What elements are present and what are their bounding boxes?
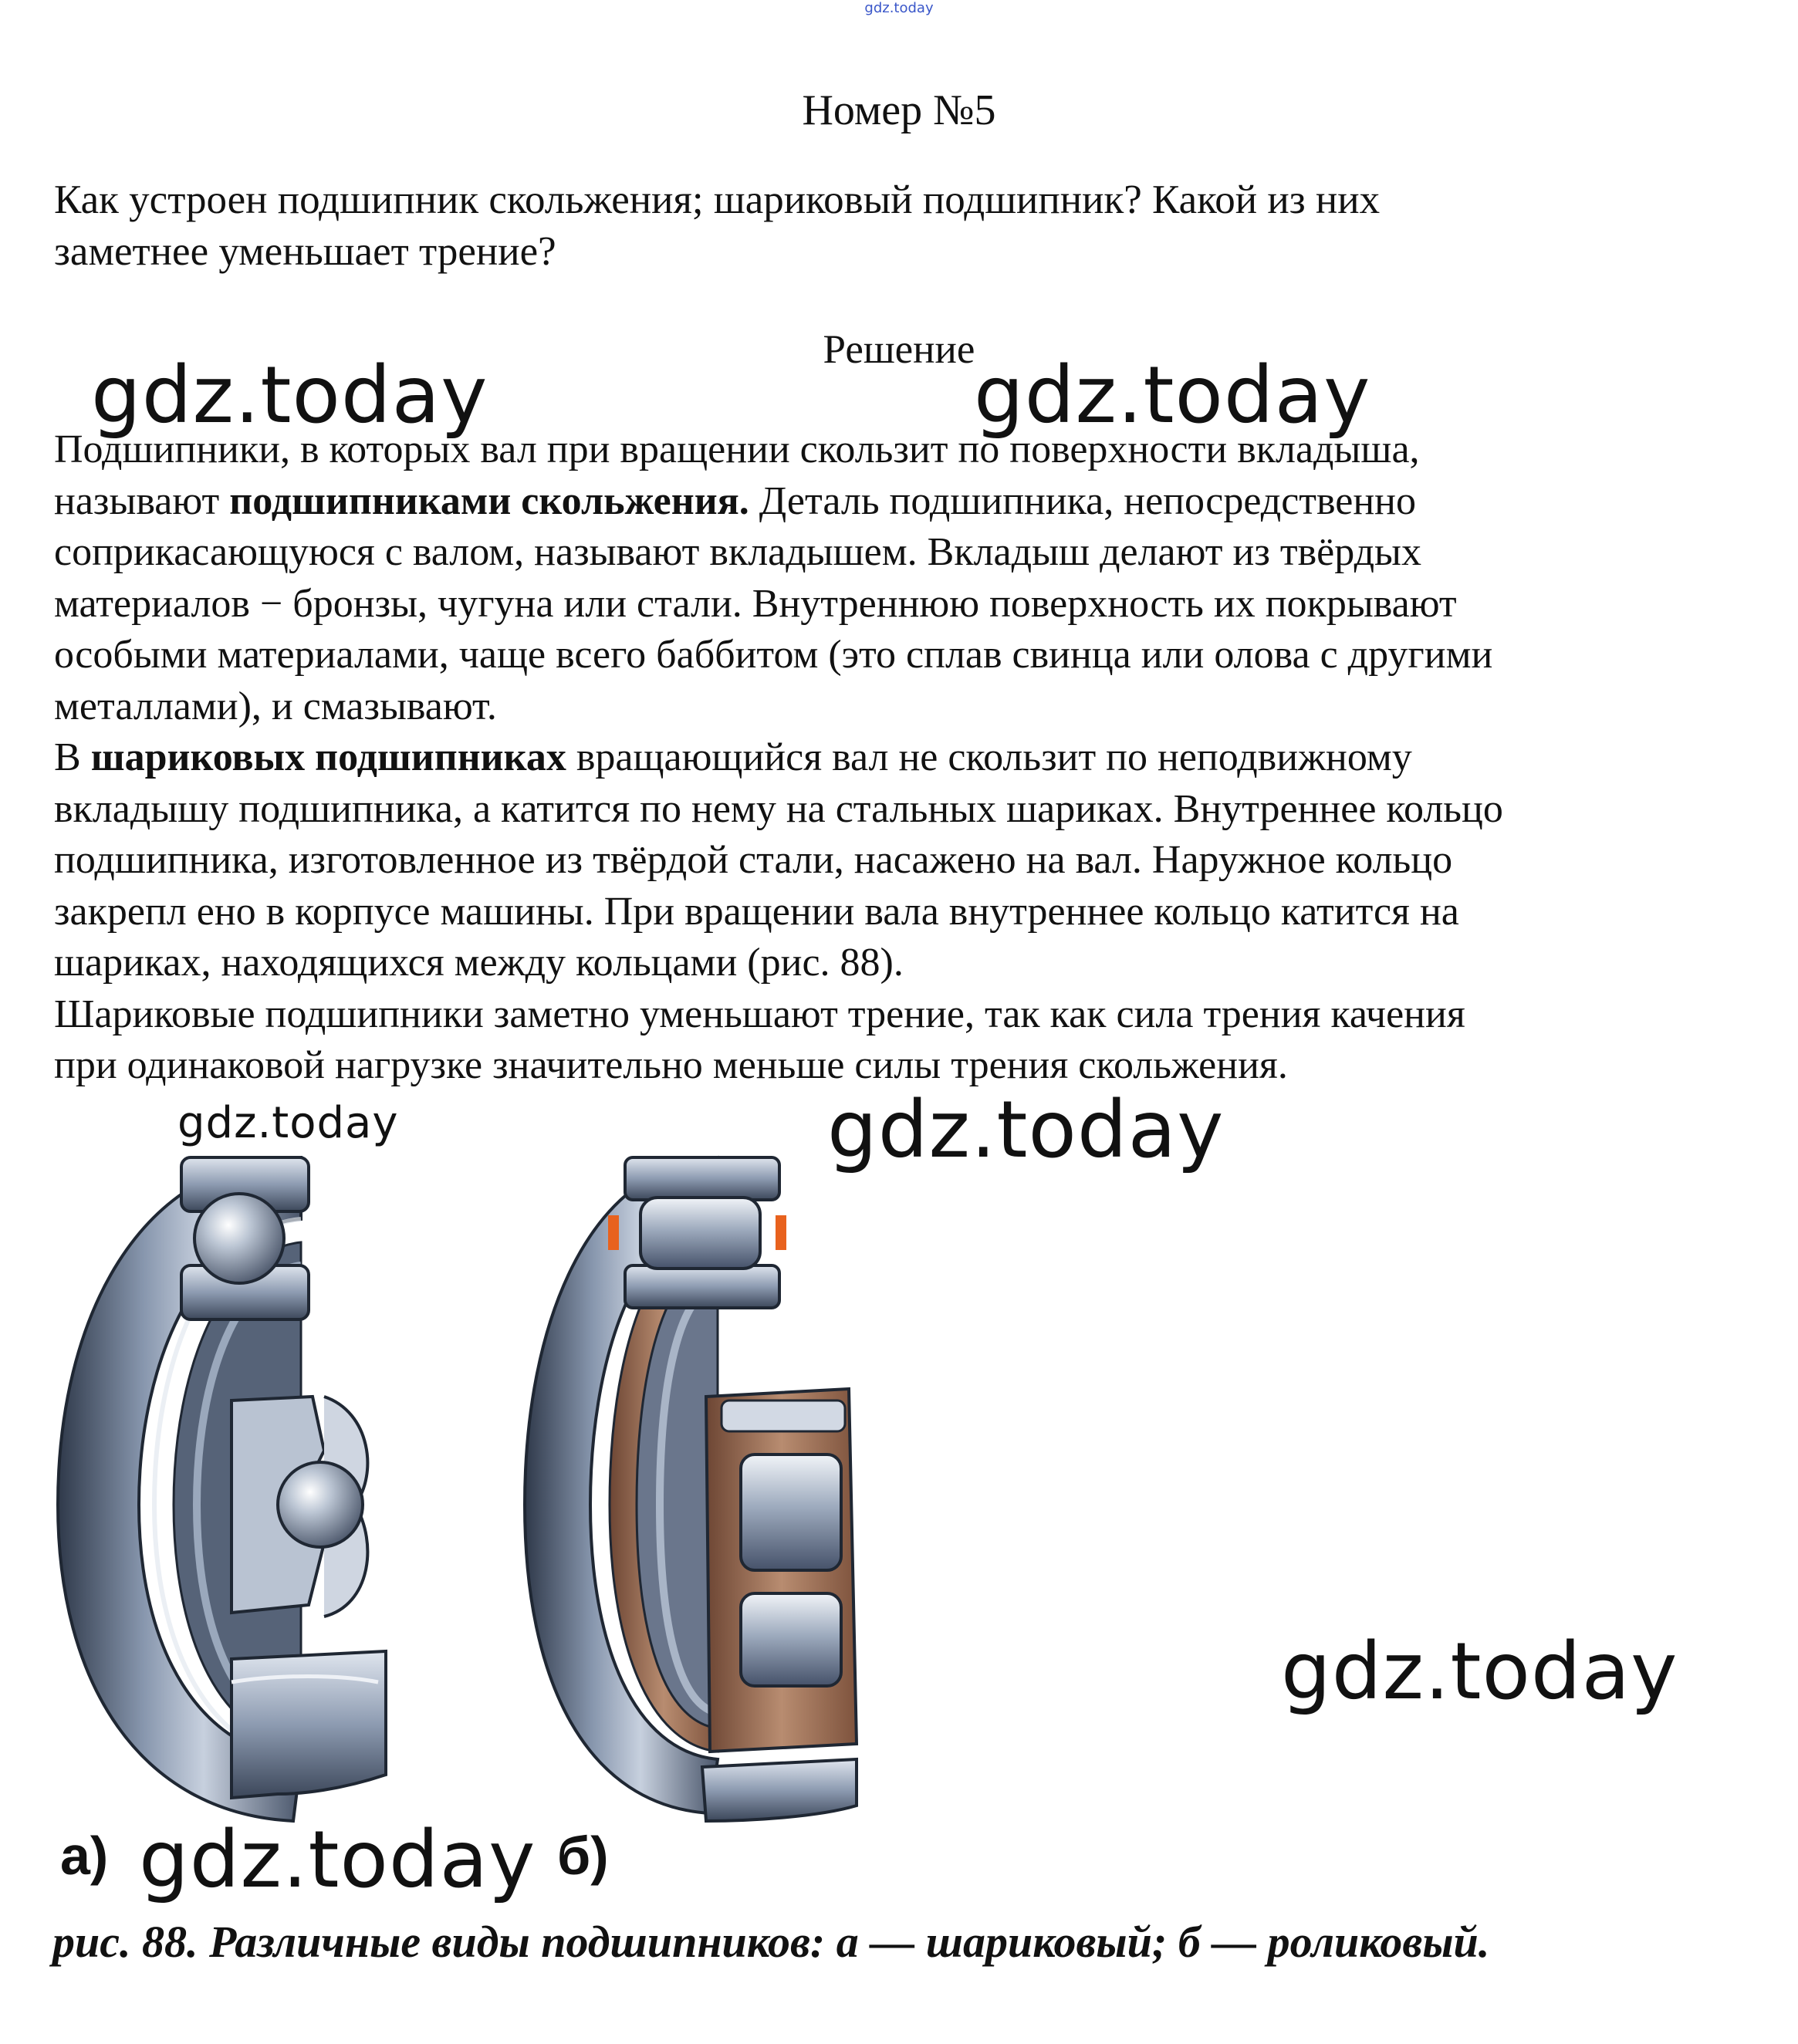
text-segment: В bbox=[54, 735, 91, 779]
steel-ball bbox=[194, 1194, 284, 1283]
watermark: gdz.today bbox=[974, 350, 1371, 441]
text-line: особыми материалами, чаще всего баббитом (это сплав свинца или олова с другими bbox=[54, 633, 1493, 677]
text-line: соприкасающуюся с валом, называют вкладышем. Вкладыш делают из твёрдых bbox=[54, 530, 1421, 574]
outer-ring-section bbox=[232, 1651, 386, 1798]
steel-roller bbox=[640, 1198, 760, 1269]
text-line: закрепл ено в корпусе машины. При вращении вала внутреннее кольцо катится на bbox=[54, 889, 1459, 934]
bearings-figure bbox=[46, 1142, 926, 1836]
paragraph-ball-bearing bbox=[54, 732, 1767, 989]
outer-ring-section bbox=[702, 1759, 857, 1821]
question-line: Как устроен подшипник скольжения; шариковый подшипник? Какой из них bbox=[54, 177, 1381, 222]
figure-label-b: б) bbox=[557, 1826, 609, 1886]
text-line: Шариковые подшипники заметно уменьшают трение, так как сила трения качения bbox=[54, 992, 1465, 1036]
text-segment: вращающийся вал не скользит по неподвижному bbox=[566, 735, 1412, 779]
text-line bbox=[54, 732, 1767, 784]
text-line bbox=[54, 476, 1767, 528]
outer-ring-section bbox=[625, 1157, 779, 1200]
watermark: gdz.today bbox=[1281, 1626, 1678, 1718]
text-line: шариках, находящихся между кольцами (рис. 88). bbox=[54, 941, 904, 985]
paragraph-conclusion bbox=[54, 989, 1767, 1092]
figure-caption: рис. 88. Различные виды подшипников: а — шариковый; б — роликовый. bbox=[52, 1917, 1490, 1967]
question-text bbox=[54, 174, 1736, 278]
term-ball-bearings: шариковых подшипниках bbox=[90, 735, 566, 779]
watermark-small-top: gdz.today bbox=[864, 0, 934, 16]
term-sliding-bearings: подшипниками скольжения. bbox=[229, 478, 749, 523]
solution-body bbox=[54, 424, 1767, 1092]
steel-ball bbox=[278, 1462, 363, 1547]
text-line: металлами), и смазывают. bbox=[54, 684, 497, 728]
solution-title: Решение bbox=[823, 327, 975, 372]
inner-ring-section bbox=[625, 1265, 779, 1308]
figure-label-a: а) bbox=[60, 1826, 109, 1886]
roller-bearing-drawing bbox=[525, 1157, 857, 1821]
steel-roller bbox=[741, 1593, 841, 1686]
text-line: материалов − бронзы, чугуна или стали. Внутреннюю поверхность их покрывают bbox=[54, 581, 1457, 626]
orange-seal bbox=[776, 1215, 786, 1250]
paragraph-sliding-bearing bbox=[54, 424, 1767, 732]
text-segment: называют bbox=[54, 478, 230, 523]
ball-bearing-drawing bbox=[58, 1157, 386, 1821]
steel-roller bbox=[741, 1454, 841, 1570]
text-line: при одинаковой нагрузке значительно меньше силы трения скольжения. bbox=[54, 1043, 1288, 1087]
text-line: вкладышу подшипника, а катится по нему на стальных шариках. Внутреннее кольцо bbox=[54, 786, 1503, 831]
orange-seal bbox=[608, 1215, 619, 1250]
watermark: gdz.today bbox=[177, 1098, 399, 1148]
watermark: gdz.today bbox=[91, 350, 488, 441]
text-line: подшипника, изготовленное из твёрдой стали, насажено на вал. Наружное кольцо bbox=[54, 838, 1453, 882]
page-title: Номер №5 bbox=[802, 86, 996, 134]
text-line: Подшипники, в которых вал при вращении скользит по поверхности вкладыша, bbox=[54, 427, 1420, 471]
watermark: gdz.today bbox=[827, 1084, 1225, 1176]
watermark: gdz.today bbox=[139, 1814, 536, 1906]
question-line: заметнее уменьшает трение? bbox=[54, 229, 556, 274]
text-segment: Деталь подшипника, непосредственно bbox=[749, 478, 1416, 523]
